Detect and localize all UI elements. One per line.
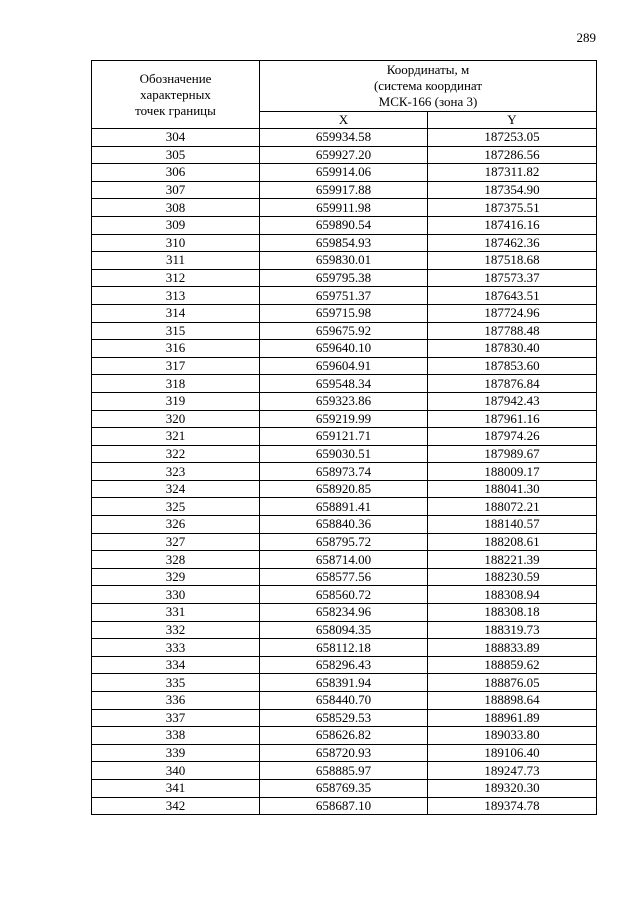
y-coordinate-cell: 188876.05	[428, 674, 597, 692]
x-coordinate-cell: 659219.99	[260, 410, 428, 428]
x-coordinate-cell: 659911.98	[260, 199, 428, 217]
y-coordinate-cell: 188833.89	[428, 639, 597, 657]
x-coordinate-cell: 659715.98	[260, 304, 428, 322]
x-coordinate-cell: 658296.43	[260, 656, 428, 674]
header-point-line: характерных	[140, 86, 211, 102]
y-coordinate-cell: 189033.80	[428, 727, 597, 745]
point-number-cell: 332	[92, 621, 260, 639]
x-coordinate-cell: 659934.58	[260, 129, 428, 147]
x-coordinate-cell: 659914.06	[260, 164, 428, 182]
x-coordinate-cell: 659640.10	[260, 340, 428, 358]
y-coordinate-cell: 188230.59	[428, 568, 597, 586]
x-coordinate-cell: 659751.37	[260, 287, 428, 305]
x-coordinate-cell: 659854.93	[260, 234, 428, 252]
table-row	[92, 392, 597, 410]
page-number: 289	[576, 30, 596, 45]
table-row	[92, 674, 597, 692]
point-number-cell: 322	[92, 445, 260, 463]
header-point-designation	[92, 61, 260, 129]
point-number-cell: 324	[92, 480, 260, 498]
header-coordinates	[260, 61, 597, 112]
x-coordinate-cell: 659604.91	[260, 357, 428, 375]
table-row	[92, 727, 597, 745]
point-number-cell: 327	[92, 533, 260, 551]
point-number-cell: 326	[92, 516, 260, 534]
x-coordinate-cell: 658626.82	[260, 727, 428, 745]
x-coordinate-cell: 658795.72	[260, 533, 428, 551]
point-number-cell: 312	[92, 269, 260, 287]
point-number-cell: 307	[92, 181, 260, 199]
x-coordinate-cell: 658920.85	[260, 480, 428, 498]
x-coordinate-cell: 658094.35	[260, 621, 428, 639]
point-number-cell: 336	[92, 692, 260, 710]
point-number-cell: 341	[92, 779, 260, 797]
point-number-cell: 328	[92, 551, 260, 569]
y-coordinate-cell: 187354.90	[428, 181, 597, 199]
y-coordinate-cell: 189106.40	[428, 744, 597, 762]
point-number-cell: 306	[92, 164, 260, 182]
y-coordinate-cell: 188859.62	[428, 656, 597, 674]
table-row	[92, 533, 597, 551]
y-coordinate-cell: 189374.78	[428, 797, 597, 815]
x-coordinate-cell: 659030.51	[260, 445, 428, 463]
point-number-cell: 333	[92, 639, 260, 657]
table-row	[92, 287, 597, 305]
x-coordinate-cell: 658891.41	[260, 498, 428, 516]
table-row	[92, 709, 597, 727]
table-row	[92, 621, 597, 639]
y-coordinate-cell: 188961.89	[428, 709, 597, 727]
point-number-cell: 316	[92, 340, 260, 358]
header-coords-line: Координаты, м	[386, 62, 470, 77]
table-row	[92, 762, 597, 780]
y-coordinate-cell: 187375.51	[428, 199, 597, 217]
y-coordinate-cell: 187518.68	[428, 252, 597, 270]
point-number-cell: 311	[92, 252, 260, 270]
y-coordinate-cell: 188072.21	[428, 498, 597, 516]
table-row	[92, 164, 597, 182]
point-number-cell: 329	[92, 568, 260, 586]
table-row	[92, 129, 597, 147]
y-coordinate-cell: 187853.60	[428, 357, 597, 375]
y-coordinate-cell: 188898.64	[428, 692, 597, 710]
point-number-cell: 334	[92, 656, 260, 674]
y-coordinate-cell: 187830.40	[428, 340, 597, 358]
x-coordinate-cell: 659323.86	[260, 392, 428, 410]
table-row	[92, 639, 597, 657]
y-coordinate-cell: 187876.84	[428, 375, 597, 393]
y-coordinate-cell: 187942.43	[428, 392, 597, 410]
y-coordinate-cell: 188208.61	[428, 533, 597, 551]
y-coordinate-cell: 187961.16	[428, 410, 597, 428]
x-coordinate-cell: 658885.97	[260, 762, 428, 780]
x-coordinate-cell: 658391.94	[260, 674, 428, 692]
header-x: X	[260, 112, 428, 129]
header-point-line: Обозначение	[139, 70, 212, 86]
x-coordinate-cell: 658714.00	[260, 551, 428, 569]
x-coordinate-cell: 659890.54	[260, 216, 428, 234]
y-coordinate-cell: 189320.30	[428, 779, 597, 797]
point-number-cell: 314	[92, 304, 260, 322]
table-row	[92, 146, 597, 164]
table-row	[92, 304, 597, 322]
table-row	[92, 199, 597, 217]
table-row	[92, 779, 597, 797]
x-coordinate-cell: 658560.72	[260, 586, 428, 604]
y-coordinate-cell: 189247.73	[428, 762, 597, 780]
x-coordinate-cell: 659830.01	[260, 252, 428, 270]
point-number-cell: 320	[92, 410, 260, 428]
point-number-cell: 342	[92, 797, 260, 815]
x-coordinate-cell: 658769.35	[260, 779, 428, 797]
point-number-cell: 319	[92, 392, 260, 410]
y-coordinate-cell: 187724.96	[428, 304, 597, 322]
y-coordinate-cell: 187788.48	[428, 322, 597, 340]
point-number-cell: 304	[92, 129, 260, 147]
y-coordinate-cell: 187462.36	[428, 234, 597, 252]
y-coordinate-cell: 188308.18	[428, 604, 597, 622]
x-coordinate-cell: 658687.10	[260, 797, 428, 815]
point-number-cell: 323	[92, 463, 260, 481]
x-coordinate-cell: 658529.53	[260, 709, 428, 727]
table-row	[92, 463, 597, 481]
table-row	[92, 252, 597, 270]
table-row	[92, 375, 597, 393]
point-number-cell: 318	[92, 375, 260, 393]
table-row	[92, 744, 597, 762]
table-row	[92, 516, 597, 534]
point-number-cell: 308	[92, 199, 260, 217]
y-coordinate-cell: 188308.94	[428, 586, 597, 604]
table-row	[92, 551, 597, 569]
x-coordinate-cell: 659795.38	[260, 269, 428, 287]
x-coordinate-cell: 659121.71	[260, 428, 428, 446]
point-number-cell: 310	[92, 234, 260, 252]
table-row	[92, 410, 597, 428]
point-number-cell: 339	[92, 744, 260, 762]
x-coordinate-cell: 658234.96	[260, 604, 428, 622]
point-number-cell: 335	[92, 674, 260, 692]
table-row	[92, 568, 597, 586]
table-row	[92, 656, 597, 674]
y-coordinate-cell: 188140.57	[428, 516, 597, 534]
table-row	[92, 797, 597, 815]
y-coordinate-cell: 187643.51	[428, 287, 597, 305]
header-coords-line: МСК-166 (зона 3)	[378, 94, 478, 109]
x-coordinate-cell: 659548.34	[260, 375, 428, 393]
table-row	[92, 269, 597, 287]
x-coordinate-cell: 658577.56	[260, 568, 428, 586]
table-row	[92, 480, 597, 498]
y-coordinate-cell: 187573.37	[428, 269, 597, 287]
point-number-cell: 330	[92, 586, 260, 604]
table-row	[92, 181, 597, 199]
point-number-cell: 340	[92, 762, 260, 780]
point-number-cell: 317	[92, 357, 260, 375]
coordinates-table	[91, 60, 597, 815]
table-row	[92, 216, 597, 234]
y-coordinate-cell: 188221.39	[428, 551, 597, 569]
y-coordinate-cell: 188041.30	[428, 480, 597, 498]
y-coordinate-cell: 188319.73	[428, 621, 597, 639]
table-row	[92, 498, 597, 516]
y-coordinate-cell: 187253.05	[428, 129, 597, 147]
table-row	[92, 586, 597, 604]
table-row	[92, 428, 597, 446]
y-coordinate-cell: 187974.26	[428, 428, 597, 446]
point-number-cell: 313	[92, 287, 260, 305]
point-number-cell: 338	[92, 727, 260, 745]
header-coords-line: (система координат	[373, 78, 483, 93]
y-coordinate-cell: 187286.56	[428, 146, 597, 164]
x-coordinate-cell: 658112.18	[260, 639, 428, 657]
x-coordinate-cell: 659917.88	[260, 181, 428, 199]
x-coordinate-cell: 658720.93	[260, 744, 428, 762]
table-row	[92, 234, 597, 252]
table-row	[92, 445, 597, 463]
x-coordinate-cell: 658840.36	[260, 516, 428, 534]
x-coordinate-cell: 659675.92	[260, 322, 428, 340]
point-number-cell: 331	[92, 604, 260, 622]
table-row	[92, 322, 597, 340]
point-number-cell: 305	[92, 146, 260, 164]
y-coordinate-cell: 188009.17	[428, 463, 597, 481]
table-row	[92, 604, 597, 622]
point-number-cell: 315	[92, 322, 260, 340]
point-number-cell: 337	[92, 709, 260, 727]
header-y: Y	[428, 112, 597, 129]
point-number-cell: 325	[92, 498, 260, 516]
x-coordinate-cell: 659927.20	[260, 146, 428, 164]
x-coordinate-cell: 658440.70	[260, 692, 428, 710]
y-coordinate-cell: 187989.67	[428, 445, 597, 463]
y-coordinate-cell: 187311.82	[428, 164, 597, 182]
y-coordinate-cell: 187416.16	[428, 216, 597, 234]
point-number-cell: 309	[92, 216, 260, 234]
table-row	[92, 340, 597, 358]
table-row	[92, 692, 597, 710]
header-point-line: точек границы	[135, 102, 216, 118]
table-row	[92, 357, 597, 375]
x-coordinate-cell: 658973.74	[260, 463, 428, 481]
point-number-cell: 321	[92, 428, 260, 446]
